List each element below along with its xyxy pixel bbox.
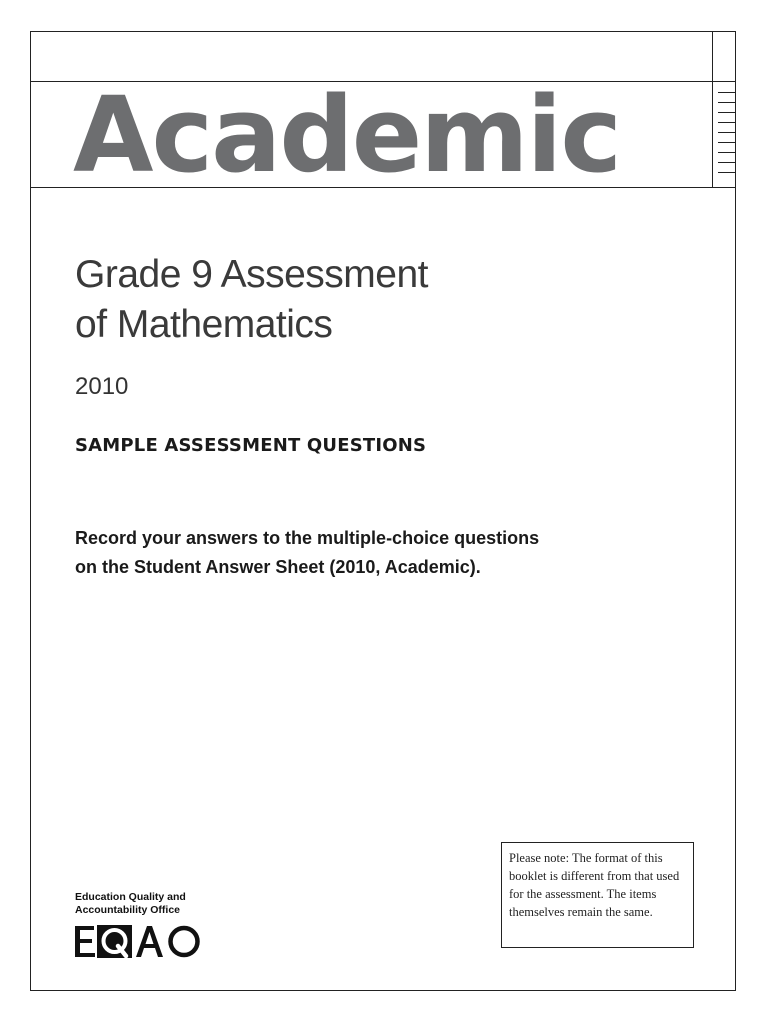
- format-note-box: Please note: The format of this booklet is different from that used for the assessment. The items themselves remain the same.: [501, 842, 694, 948]
- org-line2: Accountability Office: [75, 904, 181, 916]
- booklet-title: [75, 250, 428, 350]
- answer-instructions: [75, 524, 655, 582]
- booklet-title-line1: Grade 9 Assessment: [75, 253, 429, 296]
- eqao-logo: [74, 922, 204, 962]
- booklet-title-line2: of Mathematics: [75, 303, 333, 346]
- org-line1: Education Quality and: [75, 891, 186, 903]
- booklet-subtitle: SAMPLE ASSESSMENT QUESTIONS: [75, 435, 427, 456]
- instruction-line1: Record your answers to the multiple-choice questions: [75, 528, 540, 548]
- organization-name: [75, 891, 186, 917]
- booklet-year: 2010: [75, 373, 129, 400]
- instruction-line2: on the Student Answer Sheet (2010, Academic).: [75, 557, 481, 577]
- page-frame: [30, 31, 736, 991]
- ruler-ticks: [712, 82, 736, 188]
- brand-title: Academic: [73, 74, 620, 196]
